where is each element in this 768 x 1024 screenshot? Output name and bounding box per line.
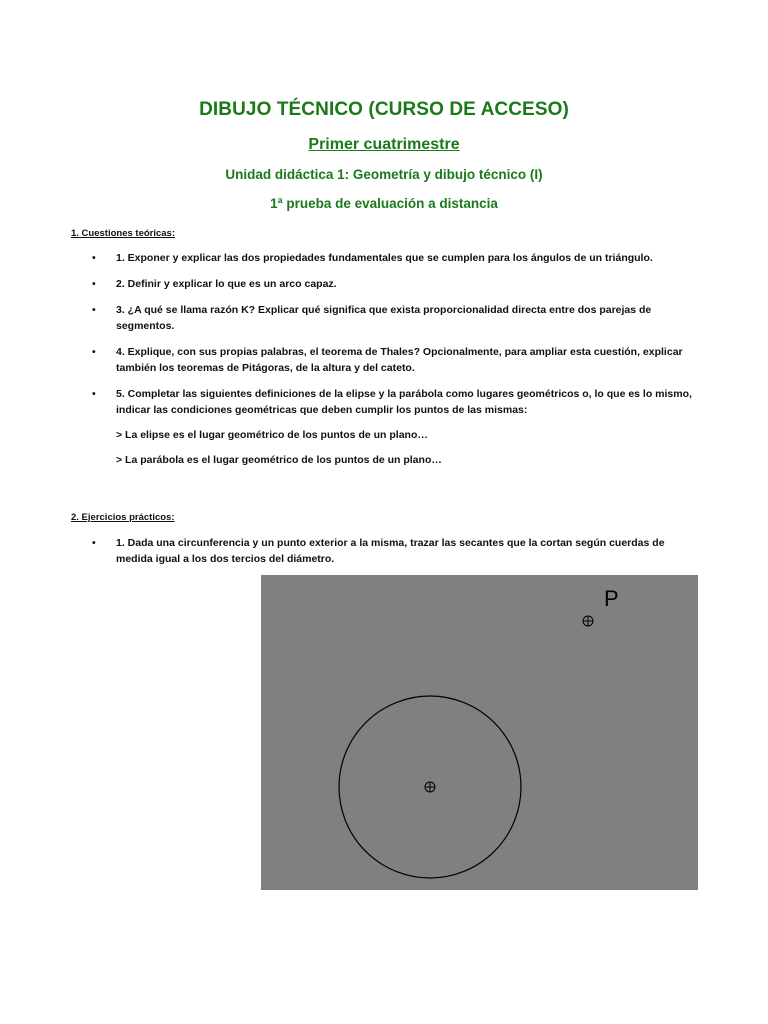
ellipse-definition: > La elipse es el lugar geométrico de los puntos de un plano…	[116, 429, 428, 441]
test-title: 1ª prueba de evaluación a distancia	[270, 196, 498, 211]
bullet: •	[92, 278, 96, 290]
bullet: •	[92, 388, 96, 400]
unit-title: Unidad didáctica 1: Geometría y dibujo técnico (I)	[225, 167, 543, 182]
list-item	[92, 386, 692, 418]
document-title: DIBUJO TÉCNICO (CURSO DE ACCESO)	[199, 99, 569, 120]
point-p-label: P	[604, 586, 619, 611]
figure-drawing	[261, 575, 698, 890]
bullet: •	[92, 252, 96, 264]
question-text: 2. Definir y explicar lo que es un arco capaz.	[116, 278, 337, 290]
bullet: •	[92, 304, 96, 316]
question-text: 4. Explique, con sus propias palabras, el teorema de Thales? Opcionalmente, para ampliar esta cuestión, explicar también los teoremas de Pitágoras, de la altura y del cateto.	[116, 346, 683, 374]
parabola-definition: > La parábola es el lugar geométrico de los puntos de un plano…	[116, 454, 442, 466]
list-item	[92, 276, 692, 292]
circle-center-marker	[425, 782, 435, 792]
exercise-text: 1. Dada una circunferencia y un punto exterior a la misma, trazar las secantes que la cortan según cuerdas de medida igual a los dos tercios del diámetro.	[116, 537, 665, 565]
section-heading-theory: 1. Cuestiones teóricas:	[71, 228, 176, 239]
section-heading-practice: 2. Ejercicios prácticos:	[71, 512, 175, 523]
bullet: •	[92, 346, 96, 358]
list-item	[92, 302, 692, 334]
question-text: 3. ¿A qué se llama razón K? Explicar qué significa que exista proporcionalidad directa entre dos parejas de segmentos.	[116, 304, 652, 332]
document-subtitle: Primer cuatrimestre	[308, 136, 460, 153]
list-item	[92, 250, 692, 266]
bullet: •	[92, 537, 96, 549]
question-text: 1. Exponer y explicar las dos propiedades fundamentales que se cumplen para los ángulos de un triángulo.	[116, 252, 653, 264]
list-item	[92, 344, 692, 376]
question-text: 5. Completar las siguientes definiciones de la elipse y la parábola como lugares geométricos o, lo que es lo mismo, indicar las condiciones geométricas que deben cumplir los puntos de las mismas:	[116, 388, 692, 416]
exercise-figure	[261, 575, 698, 890]
list-item	[92, 535, 692, 567]
point-p-marker	[583, 616, 593, 626]
